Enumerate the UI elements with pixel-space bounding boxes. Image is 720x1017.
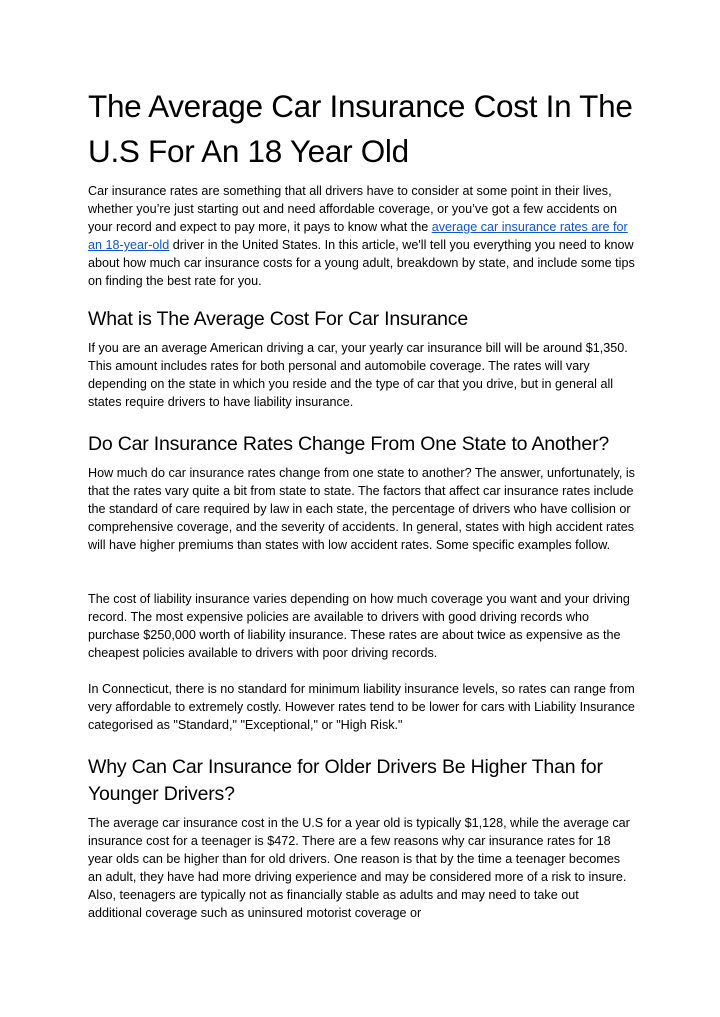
section-paragraph-average-cost: If you are an average American driving a car, your yearly car insurance bill will be around $1,350. This amount includes rates for both personal and automobile coverage. The rates will vary depending on the state in which you reside and the type of car that you drive, but in general all states require drivers to have liability insurance. <box>88 341 628 409</box>
section-paragraph-liability-cost: The cost of liability insurance varies depending on how much coverage you want and your driving record. The most expensive policies are available to drivers with good driving records who purchase $250,000 worth of liability insurance. These rates are about twice as expensive as the cheapest policies available to drivers with poor driving records. <box>88 592 630 660</box>
intro-text-after-link: driver in the United States. In this article, we'll tell you everything you need to know about how much car insurance costs for a young adult, breakdown by state, and include some tips on finding the best rate for you. <box>88 238 635 288</box>
section-heading-older-drivers: Why Can Car Insurance for Older Drivers Be Higher Than for Younger Drivers? <box>88 756 603 805</box>
section-paragraph-state-rates: How much do car insurance rates change from one state to another? The answer, unfortunately, is that the rates vary quite a bit from state to state. The factors that affect car insurance rates include the standard of care required by law in each state, the percentage of drivers who have collision or comprehensive coverage, and the severity of accidents. In general, states with high accident rates will have higher premiums than states with low accident rates. Some specific examples follow. <box>88 466 635 552</box>
average-rates-link[interactable]: average car insurance rates are for an 18-year-old <box>88 220 628 252</box>
section-paragraph-older-drivers: The average car insurance cost in the U.S for a year old is typically $1,128, while the average car insurance cost for a teenager is $472. There are a few reasons why car insurance rates for 18 year olds can be higher than for old drivers. One reason is that by the time a teenager becomes an adult, they have had more driving experience and may be considered more of a risk to insure. Also, teenagers are typically not as financially stable as adults and may need to take out additional coverage such as uninsured motorist coverage or <box>88 816 630 920</box>
section-heading-average-cost: What is The Average Cost For Car Insurance <box>88 308 468 330</box>
section-paragraph-connecticut: In Connecticut, there is no standard for minimum liability insurance levels, so rates can range from very affordable to extremely costly. However rates tend to be lower for cars with Liability Insurance categorised as "Standard," "Exceptional," or "High Risk." <box>88 682 635 732</box>
document-page <box>88 84 636 922</box>
intro-paragraph <box>88 182 636 290</box>
intro-text-before-link: Car insurance rates are something that all drivers have to consider at some point in their lives, whether you’re just starting out and need affordable coverage, or you’ve got a few accidents on your record and expect to pay more, it pays to know what the <box>88 184 618 234</box>
section-heading-state-rates: Do Car Insurance Rates Change From One State to Another? <box>88 433 610 455</box>
document-title: The Average Car Insurance Cost In The U.S For An 18 Year Old <box>88 88 633 169</box>
